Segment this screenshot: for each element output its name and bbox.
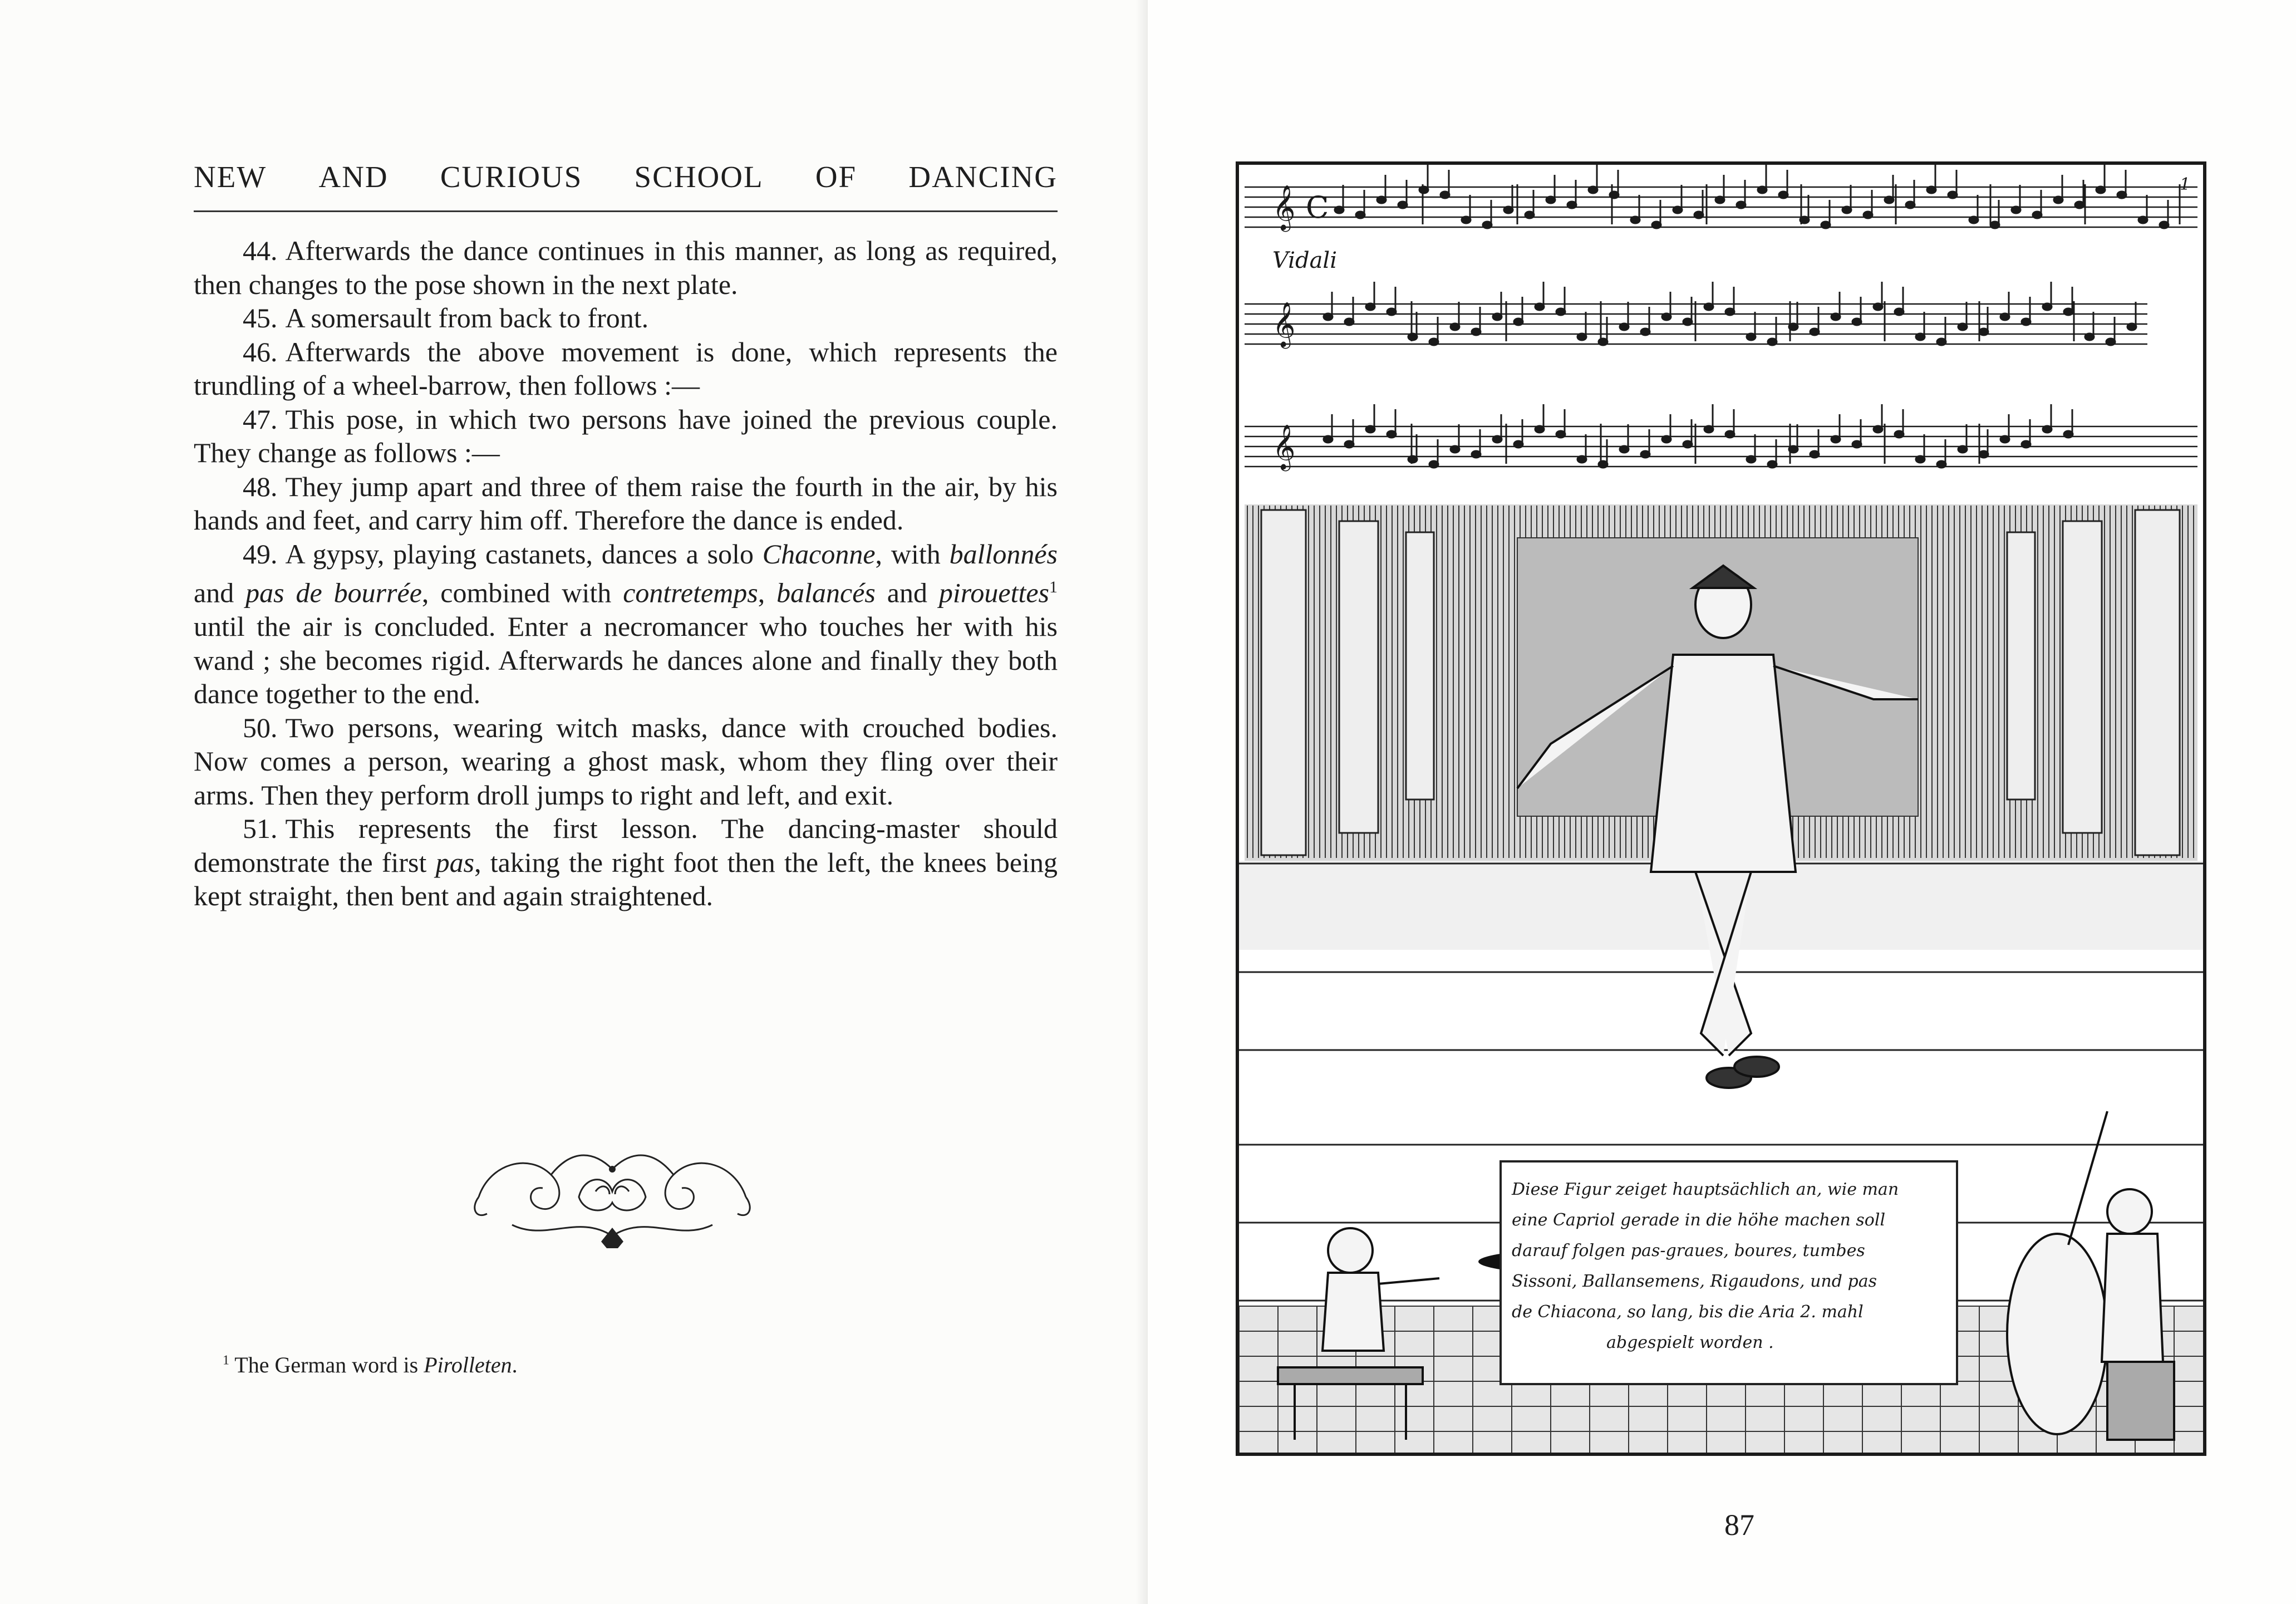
common-time-icon: C xyxy=(1306,190,1329,225)
paragraph-text: They jump apart and three of them raise the fourth in the air, by his hands and feet, and carry him off. Therefore the dance is ended. xyxy=(194,470,1058,536)
caption-line: Sissoni, Ballansemens, Rigaudons, und pas xyxy=(1512,1272,1877,1291)
italic-term: balancés xyxy=(776,577,876,609)
paragraph-49 xyxy=(194,537,1058,711)
text-run: A gypsy, playing castanets, dances a solo xyxy=(285,538,763,570)
treble-clef-icon: 𝄞 xyxy=(1272,301,1296,347)
page-number: 87 xyxy=(1724,1508,1754,1542)
footnote-mark: 1 xyxy=(223,1353,229,1368)
head-word: DANCING xyxy=(908,160,1058,194)
paragraph-number: 46. xyxy=(243,336,278,367)
caption-line: eine Capriol gerade in die höhe machen soll xyxy=(1512,1210,1886,1230)
paragraph-number: 50. xyxy=(243,712,278,743)
paragraph-text: A somersault from back to front. xyxy=(285,302,649,333)
treble-clef-icon: 𝄞 xyxy=(1272,184,1296,230)
paragraph-number: 44. xyxy=(243,235,278,266)
stage-scene xyxy=(1239,504,2203,1453)
paragraph-44 xyxy=(194,234,1058,301)
music-staff xyxy=(1245,187,2197,227)
text-run: and xyxy=(875,577,939,609)
paragraph-number: 51. xyxy=(243,813,278,845)
plate-number: 1 xyxy=(2180,175,2191,194)
paragraph-48 xyxy=(194,470,1058,537)
music-score xyxy=(1245,187,2197,467)
plate-engraving xyxy=(1239,165,2203,1453)
caption-line: darauf folgen pas-graues, boures, tumbes xyxy=(1512,1241,1865,1260)
treble-clef-icon: 𝄞 xyxy=(1272,424,1296,469)
head-rule xyxy=(194,210,1058,212)
paragraph-45 xyxy=(194,301,1058,335)
head-word: CURIOUS xyxy=(440,160,583,194)
paragraph-text: Afterwards the above movement is done, which represents the trundling of a wheel-barrow, then follows :— xyxy=(194,336,1058,401)
head-word: AND xyxy=(318,160,389,194)
scroll-ornament-icon xyxy=(468,1130,757,1258)
italic-term: pirouettes xyxy=(938,577,1050,609)
footnote-italic: Pirolleten xyxy=(424,1352,512,1377)
paragraph-46 xyxy=(194,335,1058,403)
paragraph-text: This pose, in which two persons have joined the previous couple. They change as follows :— xyxy=(194,403,1058,468)
text-run: , combined with xyxy=(421,577,623,609)
caption-line: Diese Figur zeiget hauptsächlich an, wie man xyxy=(1512,1180,1899,1199)
caption-line: de Chiacona, so lang, bis die Aria 2. mahl xyxy=(1512,1302,1864,1322)
head-word: SCHOOL xyxy=(634,160,764,194)
head-word: NEW xyxy=(194,160,267,194)
footnote-marker: 1 xyxy=(1049,578,1058,596)
footnote xyxy=(223,1352,518,1378)
footnote-text: The German word is xyxy=(234,1352,424,1377)
italic-term: Chaconne xyxy=(762,538,876,570)
composer-name: Vidali xyxy=(1272,248,1338,273)
running-head xyxy=(194,159,1058,194)
paragraph-text: Afterwards the dance continues in this manner, as long as required, then changes to the pose shown in the next plate. xyxy=(194,235,1058,300)
text-run: This represents the first lesson. The dancing-master should demonstrate the first xyxy=(194,813,1058,878)
paragraph-51 xyxy=(194,812,1058,913)
italic-term: ballonnés xyxy=(949,538,1058,570)
text-run: and xyxy=(194,577,246,609)
music-notes xyxy=(1324,165,2180,468)
caption-line: abgespielt worden . xyxy=(1606,1333,1774,1352)
paragraph-number: 47. xyxy=(243,403,278,435)
footnote-text: . xyxy=(512,1352,518,1377)
paragraph-text: Two persons, wearing witch masks, dance with crouched bodies. Now comes a person, wearing a ghost mask, whom they fling over their arms. Then they perform droll jumps to right and left, and exit. xyxy=(194,712,1058,811)
italic-term: pas xyxy=(435,846,475,878)
text-run: , taking the right foot then the left, the knees being kept straight, then bent and again straightened. xyxy=(194,846,1058,912)
paragraph-50 xyxy=(194,711,1058,812)
head-word: OF xyxy=(815,160,857,194)
italic-term: pas de bourrée xyxy=(245,577,422,609)
paragraph-47 xyxy=(194,403,1058,470)
paragraph-number: 45. xyxy=(243,302,278,333)
text-run: until the air is concluded. Enter a necromancer who touches her with his wand ; she becomes rigid. Afterwards he dances alone and finally they both dance together to the end. xyxy=(194,611,1058,710)
paragraph-number: 49. xyxy=(243,538,278,570)
text-run: , with xyxy=(875,538,950,570)
body-text xyxy=(194,234,1058,913)
paragraph-number: 48. xyxy=(243,470,278,502)
italic-term: contretemps xyxy=(623,577,758,609)
engraved-plate xyxy=(1236,161,2206,1456)
text-run: , xyxy=(758,577,777,609)
